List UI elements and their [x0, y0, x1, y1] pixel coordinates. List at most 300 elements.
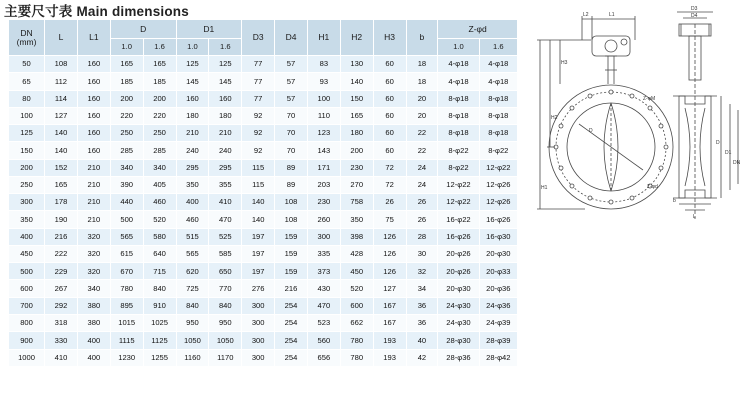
table-cell: 80: [9, 90, 45, 107]
table-cell: 203: [307, 176, 340, 193]
table-cell: 145: [209, 73, 242, 90]
table-cell: 60: [373, 73, 406, 90]
table-cell: 460: [143, 194, 176, 211]
label-h3: H3: [561, 60, 568, 66]
table-cell: 525: [209, 228, 242, 245]
table-cell: 300: [242, 314, 275, 331]
table-cell: 267: [45, 280, 78, 297]
table-cell: 92: [242, 125, 275, 142]
table-cell: 950: [209, 314, 242, 331]
table-cell: 340: [77, 280, 110, 297]
table-cell: 167: [373, 297, 406, 314]
table-cell: 335: [307, 245, 340, 262]
col-header-l: L: [45, 20, 78, 56]
table-cell: 8-φ18: [438, 107, 479, 124]
table-cell: 92: [242, 107, 275, 124]
table-cell: 1170: [209, 349, 242, 366]
table-row: [9, 90, 518, 107]
table-cell: 800: [9, 314, 45, 331]
table-cell: 8-φ22: [438, 142, 479, 159]
table-cell: 20: [406, 90, 438, 107]
table-cell: 28-φ36: [438, 349, 479, 366]
table-cell: 143: [307, 142, 340, 159]
table-cell: 260: [307, 211, 340, 228]
table-cell: 520: [143, 211, 176, 228]
valve-disc: [611, 103, 618, 191]
table-cell: 114: [45, 90, 78, 107]
table-cell: 180: [340, 125, 373, 142]
table-cell: 650: [209, 263, 242, 280]
table-cell: 615: [110, 245, 143, 262]
table-cell: 140: [242, 194, 275, 211]
table-cell: 160: [77, 142, 110, 159]
table-cell: 640: [143, 245, 176, 262]
table-cell: 16-φ30: [479, 228, 517, 245]
table-cell: 24-φ36: [479, 297, 517, 314]
table-cell: 185: [110, 73, 143, 90]
table-cell: 42: [406, 349, 438, 366]
table-row: [9, 211, 518, 228]
col-header-d: D: [110, 20, 176, 39]
subheader-d1-1-6: 1.6: [209, 39, 242, 56]
table-cell: 254: [275, 314, 308, 331]
table-cell: 8-φ18: [438, 125, 479, 142]
table-cell: 210: [209, 125, 242, 142]
table-cell: 8-φ18: [479, 125, 517, 142]
table-cell: 123: [307, 125, 340, 142]
table-cell: 180: [176, 107, 209, 124]
table-cell: 28: [406, 228, 438, 245]
valve-drawing: [525, 4, 747, 222]
table-cell: 515: [176, 228, 209, 245]
table-cell: 108: [275, 194, 308, 211]
table-cell: 229: [45, 263, 78, 280]
label-dn-side: DN: [733, 160, 741, 166]
label-l1: L1: [609, 12, 615, 18]
table-row: [9, 125, 518, 142]
table-cell: 230: [340, 159, 373, 176]
table-cell: 715: [143, 263, 176, 280]
table-cell: 160: [77, 107, 110, 124]
table-cell: 22: [406, 125, 438, 142]
table-cell: 57: [275, 56, 308, 73]
table-cell: 36: [406, 297, 438, 314]
table-cell: 165: [143, 56, 176, 73]
table-cell: 70: [275, 107, 308, 124]
table-cell: 1255: [143, 349, 176, 366]
table-row: [9, 245, 518, 262]
table-cell: 220: [143, 107, 176, 124]
table-cell: 254: [275, 332, 308, 349]
table-cell: 126: [373, 245, 406, 262]
table-cell: 8-φ18: [479, 107, 517, 124]
label-l: L: [693, 214, 696, 220]
table-cell: 1050: [209, 332, 242, 349]
table-cell: 900: [9, 332, 45, 349]
table-cell: 16-φ26: [438, 228, 479, 245]
table-cell: 18: [406, 56, 438, 73]
table-row: [9, 297, 518, 314]
table-cell: 840: [176, 297, 209, 314]
table-cell: 330: [45, 332, 78, 349]
table-row: [9, 228, 518, 245]
table-cell: 910: [143, 297, 176, 314]
subheader-d1-1-0: 1.0: [176, 39, 209, 56]
table-row: [9, 194, 518, 211]
table-cell: 758: [340, 194, 373, 211]
table-cell: 16-φ22: [438, 211, 479, 228]
table-cell: 840: [143, 280, 176, 297]
table-cell: 160: [77, 90, 110, 107]
table-cell: 895: [110, 297, 143, 314]
table-cell: 159: [275, 263, 308, 280]
table-cell: 200: [340, 142, 373, 159]
table-cell: 190: [45, 211, 78, 228]
col-header-h2: H2: [340, 20, 373, 56]
table-cell: 600: [9, 280, 45, 297]
table-cell: 126: [373, 263, 406, 280]
table-cell: 200: [110, 90, 143, 107]
table-cell: 292: [45, 297, 78, 314]
table-cell: 127: [373, 280, 406, 297]
col-header-dn-label: DN: [20, 27, 33, 38]
table-row: [9, 349, 518, 366]
table-cell: 160: [77, 125, 110, 142]
table-cell: 565: [110, 228, 143, 245]
table-cell: 250: [110, 125, 143, 142]
table-cell: 115: [242, 176, 275, 193]
col-header-l1: L1: [77, 20, 110, 56]
table-cell: 440: [110, 194, 143, 211]
table-cell: 780: [340, 349, 373, 366]
table-cell: 30: [406, 245, 438, 262]
table-cell: 276: [242, 280, 275, 297]
table-cell: 40: [406, 332, 438, 349]
table-cell: 20-φ30: [479, 245, 517, 262]
label-d4: D4: [691, 13, 698, 19]
table-cell: 26: [373, 194, 406, 211]
table-cell: 1000: [9, 349, 45, 366]
table-cell: 8-φ18: [479, 90, 517, 107]
subheader-z-1-0: 1.0: [438, 39, 479, 56]
table-cell: 36: [406, 314, 438, 331]
table-body: [9, 56, 518, 367]
table-cell: 400: [77, 332, 110, 349]
table-cell: 83: [307, 56, 340, 73]
label-h1: H1: [541, 185, 548, 191]
table-cell: 24-φ30: [438, 297, 479, 314]
table-cell: 18: [406, 73, 438, 90]
table-cell: 152: [45, 159, 78, 176]
table-row: [9, 107, 518, 124]
table-cell: 171: [307, 159, 340, 176]
table-cell: 20: [406, 107, 438, 124]
table-cell: 77: [242, 90, 275, 107]
table-cell: 12-φ26: [479, 194, 517, 211]
table-cell: 4-φ18: [438, 56, 479, 73]
table-cell: 285: [110, 142, 143, 159]
table-cell: 77: [242, 73, 275, 90]
table-cell: 450: [340, 263, 373, 280]
table-cell: 65: [9, 73, 45, 90]
table-cell: 12-φ22: [479, 159, 517, 176]
col-header-b: b: [406, 20, 438, 56]
table-cell: 24-φ39: [479, 314, 517, 331]
table-cell: 780: [340, 332, 373, 349]
table-cell: 428: [340, 245, 373, 262]
col-header-d3: D3: [242, 20, 275, 56]
table-cell: 165: [45, 176, 78, 193]
table-cell: 100: [307, 90, 340, 107]
subheader-d-1-6: 1.6: [143, 39, 176, 56]
table-cell: 770: [209, 280, 242, 297]
label-d1-side: D1: [725, 150, 732, 156]
table-cell: 70: [275, 142, 308, 159]
table-cell: 1125: [143, 332, 176, 349]
table-cell: 92: [242, 142, 275, 159]
table-cell: 159: [275, 245, 308, 262]
table-cell: 670: [110, 263, 143, 280]
table-cell: 600: [340, 297, 373, 314]
table-cell: 140: [340, 73, 373, 90]
table-cell: 8-φ22: [438, 159, 479, 176]
table-cell: 240: [209, 142, 242, 159]
table-cell: 197: [242, 245, 275, 262]
table-cell: 200: [143, 90, 176, 107]
table-cell: 197: [242, 228, 275, 245]
table-cell: 20-φ36: [479, 280, 517, 297]
table-cell: 12-φ26: [479, 176, 517, 193]
table-cell: 28-φ30: [438, 332, 479, 349]
table-cell: 165: [340, 107, 373, 124]
subheader-z-1-6: 1.6: [479, 39, 517, 56]
table-cell: 210: [77, 159, 110, 176]
table-cell: 405: [143, 176, 176, 193]
table-cell: 270: [340, 176, 373, 193]
table-cell: 662: [340, 314, 373, 331]
table-cell: 20-φ26: [438, 245, 479, 262]
col-header-dn-unit: (mm): [16, 36, 37, 47]
table-cell: 250: [9, 176, 45, 193]
table-cell: 523: [307, 314, 340, 331]
table-cell: 60: [373, 125, 406, 142]
table-cell: 580: [143, 228, 176, 245]
table-cell: 57: [275, 73, 308, 90]
table-cell: 167: [373, 314, 406, 331]
table-row: [9, 280, 518, 297]
table-cell: 398: [340, 228, 373, 245]
table-cell: 210: [77, 211, 110, 228]
table-cell: 470: [209, 211, 242, 228]
table-cell: 780: [110, 280, 143, 297]
table-cell: 185: [143, 73, 176, 90]
table-cell: 145: [176, 73, 209, 90]
table-cell: 350: [176, 176, 209, 193]
table-row: [9, 176, 518, 193]
table-cell: 89: [275, 176, 308, 193]
table-cell: 230: [307, 194, 340, 211]
label-b: b: [673, 198, 676, 204]
table-cell: 16-φ26: [479, 211, 517, 228]
table-cell: 125: [176, 56, 209, 73]
table-cell: 250: [143, 125, 176, 142]
table-cell: 140: [242, 211, 275, 228]
table-cell: 126: [373, 228, 406, 245]
table-cell: 355: [209, 176, 242, 193]
table-cell: 300: [242, 297, 275, 314]
table-cell: 60: [373, 107, 406, 124]
table-cell: 50: [9, 56, 45, 73]
table-cell: 254: [275, 297, 308, 314]
table-cell: 200: [9, 159, 45, 176]
table-cell: 320: [77, 263, 110, 280]
page-title: 主要尺寸表 Main dimensions: [4, 4, 189, 19]
table-cell: 34: [406, 280, 438, 297]
table-row: [9, 73, 518, 90]
table-cell: 108: [275, 211, 308, 228]
label-d-side: D: [716, 140, 720, 146]
table-cell: 1025: [143, 314, 176, 331]
table-cell: 125: [9, 125, 45, 142]
table-cell: 193: [373, 349, 406, 366]
table-cell: 295: [209, 159, 242, 176]
table-cell: 193: [373, 332, 406, 349]
table-cell: 240: [176, 142, 209, 159]
subheader-d-1-0: 1.0: [110, 39, 143, 56]
table-cell: 500: [9, 263, 45, 280]
table-cell: 28-φ42: [479, 349, 517, 366]
table-cell: 89: [275, 159, 308, 176]
table-cell: 1015: [110, 314, 143, 331]
table-cell: 300: [307, 228, 340, 245]
table-cell: 560: [307, 332, 340, 349]
table-cell: 400: [176, 194, 209, 211]
table-cell: 8-φ18: [438, 90, 479, 107]
table-cell: 320: [77, 245, 110, 262]
table-cell: 20-φ30: [438, 280, 479, 297]
table-cell: 210: [176, 125, 209, 142]
table-cell: 72: [373, 176, 406, 193]
table-cell: 60: [373, 90, 406, 107]
col-header-dn: [9, 20, 45, 56]
col-header-z-phi-d: Z-φd: [438, 20, 518, 39]
table-cell: 100: [9, 107, 45, 124]
table-cell: 75: [373, 211, 406, 228]
table-cell: 197: [242, 263, 275, 280]
table-cell: 57: [275, 90, 308, 107]
table-cell: 1115: [110, 332, 143, 349]
table-cell: 72: [373, 159, 406, 176]
table-cell: 216: [275, 280, 308, 297]
table-cell: 400: [9, 228, 45, 245]
table-cell: 340: [110, 159, 143, 176]
table-cell: 216: [45, 228, 78, 245]
table-cell: 4-φ18: [479, 56, 517, 73]
table-cell: 22: [406, 142, 438, 159]
table-cell: 112: [45, 73, 78, 90]
table-cell: 410: [45, 349, 78, 366]
table-cell: 4-φ18: [479, 73, 517, 90]
table-cell: 350: [340, 211, 373, 228]
table-cell: 8-φ22: [479, 142, 517, 159]
table-cell: 60: [373, 142, 406, 159]
table-cell: 656: [307, 349, 340, 366]
table-cell: 1160: [176, 349, 209, 366]
table-cell: 160: [176, 90, 209, 107]
table-cell: 32: [406, 263, 438, 280]
table-cell: 130: [340, 56, 373, 73]
table-row: [9, 142, 518, 159]
table-cell: 1050: [176, 332, 209, 349]
table-cell: 318: [45, 314, 78, 331]
table-row: [9, 332, 518, 349]
table-cell: 93: [307, 73, 340, 90]
table-cell: 28-φ39: [479, 332, 517, 349]
table-cell: 160: [77, 73, 110, 90]
label-z-phi-d: Z-φd: [647, 184, 658, 190]
table-cell: 140: [45, 142, 78, 159]
table-cell: 110: [307, 107, 340, 124]
table-cell: 460: [176, 211, 209, 228]
table-cell: 320: [77, 228, 110, 245]
table-cell: 390: [110, 176, 143, 193]
table-cell: 24-φ30: [438, 314, 479, 331]
table-cell: 160: [77, 56, 110, 73]
table-cell: 340: [143, 159, 176, 176]
table-cell: 300: [9, 194, 45, 211]
label-d3: D3: [691, 6, 698, 12]
table-cell: 24: [406, 159, 438, 176]
table-cell: 400: [77, 349, 110, 366]
col-header-d1: D1: [176, 20, 242, 39]
table-cell: 115: [242, 159, 275, 176]
table-row: [9, 314, 518, 331]
table-cell: 150: [340, 90, 373, 107]
table-cell: 620: [176, 263, 209, 280]
table-cell: 285: [143, 142, 176, 159]
label-l2: L2: [583, 12, 589, 18]
table-cell: 222: [45, 245, 78, 262]
table-cell: 450: [9, 245, 45, 262]
table-cell: 380: [77, 314, 110, 331]
table-cell: 178: [45, 194, 78, 211]
table-cell: 160: [209, 90, 242, 107]
table-cell: 585: [209, 245, 242, 262]
table-row: [9, 263, 518, 280]
table-cell: 700: [9, 297, 45, 314]
table-cell: 840: [209, 297, 242, 314]
label-d: D: [589, 128, 593, 134]
table-cell: 20-φ33: [479, 263, 517, 280]
table-cell: 500: [110, 211, 143, 228]
table-cell: 210: [77, 194, 110, 211]
table-cell: 150: [9, 142, 45, 159]
table-cell: 26: [406, 211, 438, 228]
table-cell: 410: [209, 194, 242, 211]
table-cell: 1230: [110, 349, 143, 366]
table-cell: 470: [307, 297, 340, 314]
label-h2: H2: [551, 115, 558, 121]
col-header-h3: H3: [373, 20, 406, 56]
table-cell: 725: [176, 280, 209, 297]
table-cell: 380: [77, 297, 110, 314]
col-header-h1: H1: [307, 20, 340, 56]
table-cell: 24: [406, 176, 438, 193]
table-cell: 210: [77, 176, 110, 193]
table-cell: 70: [275, 125, 308, 142]
table-cell: 20-φ26: [438, 263, 479, 280]
table-cell: 373: [307, 263, 340, 280]
